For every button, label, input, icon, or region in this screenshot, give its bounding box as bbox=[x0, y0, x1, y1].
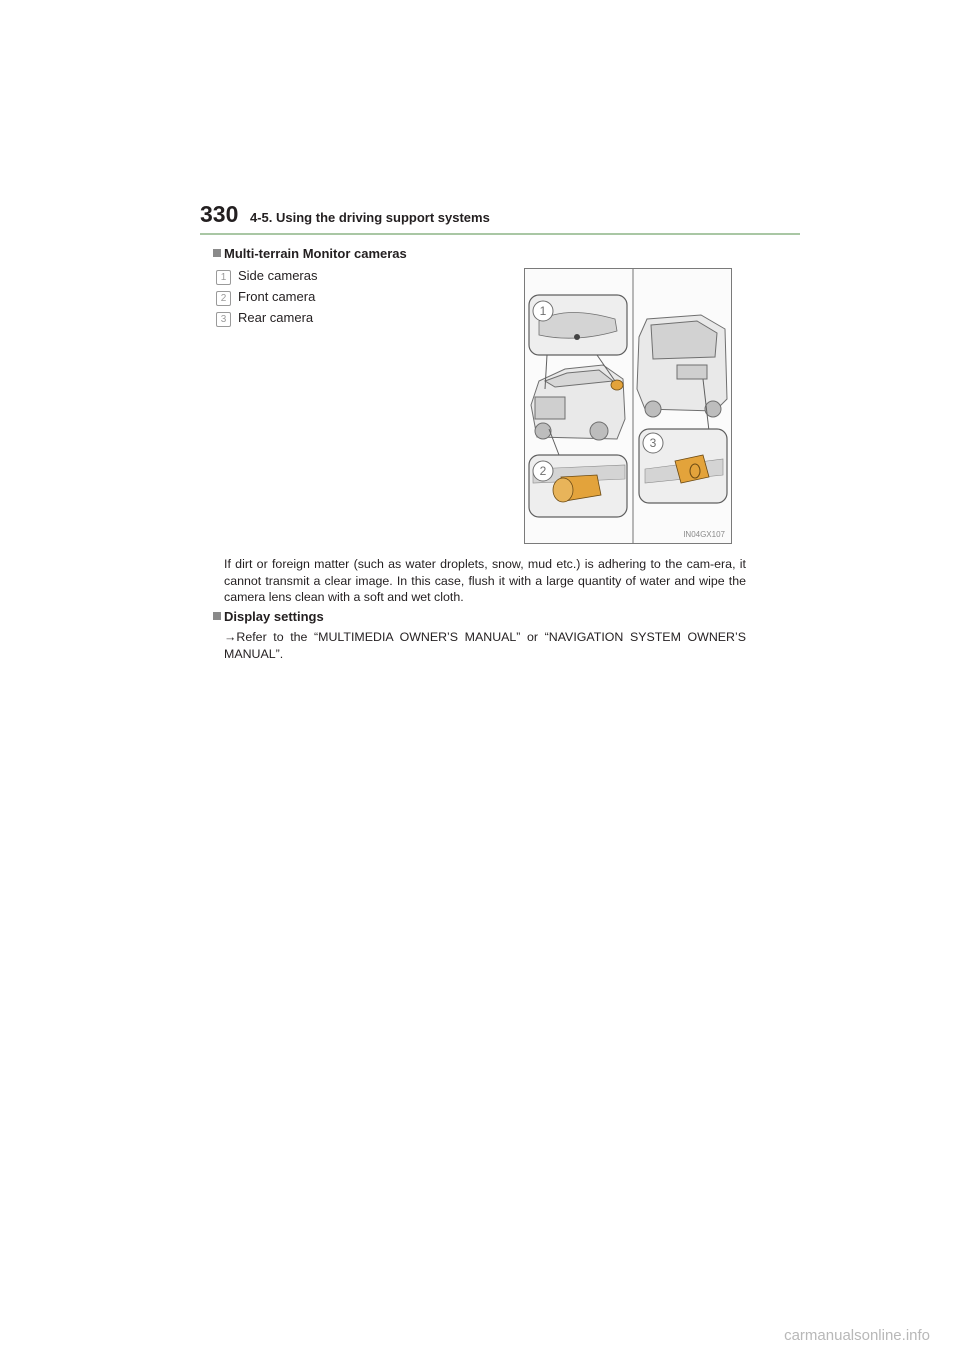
display-settings-heading-text: Display settings bbox=[224, 609, 324, 624]
watermark-text[interactable]: carmanualsonline.info bbox=[784, 1327, 930, 1344]
legend-label: Rear camera bbox=[238, 310, 314, 325]
number-3-icon: 3 bbox=[216, 312, 231, 327]
number-1-icon: 1 bbox=[216, 270, 231, 285]
legend-item-front-camera bbox=[216, 289, 315, 306]
number-2-icon: 2 bbox=[216, 291, 231, 306]
cleaning-paragraph: If dirt or foreign matter (such as water droplets, snow, mud etc.) is adhering to the cam-era, it cannot transmit a clear image. In this case, flush it with a large quantity of water and wipe the camera lens clean with a soft and wet cloth. bbox=[224, 557, 746, 604]
svg-text:3: 3 bbox=[649, 436, 657, 450]
rear-vehicle-drawing bbox=[637, 315, 727, 417]
legend-item-rear-camera bbox=[216, 310, 313, 327]
svg-text:1: 1 bbox=[539, 304, 547, 318]
legend-label: Side cameras bbox=[238, 268, 318, 283]
camera-illustration bbox=[525, 269, 731, 543]
svg-text:2: 2 bbox=[539, 464, 547, 478]
page-number: 330 bbox=[200, 201, 239, 227]
side-camera-icon bbox=[611, 380, 623, 390]
legend-item-side-cameras bbox=[216, 268, 317, 285]
front-vehicle-drawing bbox=[531, 365, 625, 440]
display-settings-heading bbox=[213, 609, 324, 624]
square-bullet-icon bbox=[213, 612, 221, 620]
cameras-heading-text: Multi-terrain Monitor cameras bbox=[224, 246, 407, 261]
camera-location-figure bbox=[524, 268, 732, 544]
manual-reference: →Refer to the “MULTIMEDIA OWNER’S MANUAL” or “NAVIGATION SYSTEM OWNER’S MANUAL”. bbox=[224, 630, 746, 661]
section-title: 4-5. Using the driving support systems bbox=[250, 210, 490, 225]
figure-code: IN04GX107 bbox=[683, 530, 725, 539]
square-bullet-icon bbox=[213, 249, 221, 257]
cameras-heading bbox=[213, 246, 407, 261]
legend-label: Front camera bbox=[238, 289, 316, 304]
header-rule bbox=[200, 233, 800, 235]
